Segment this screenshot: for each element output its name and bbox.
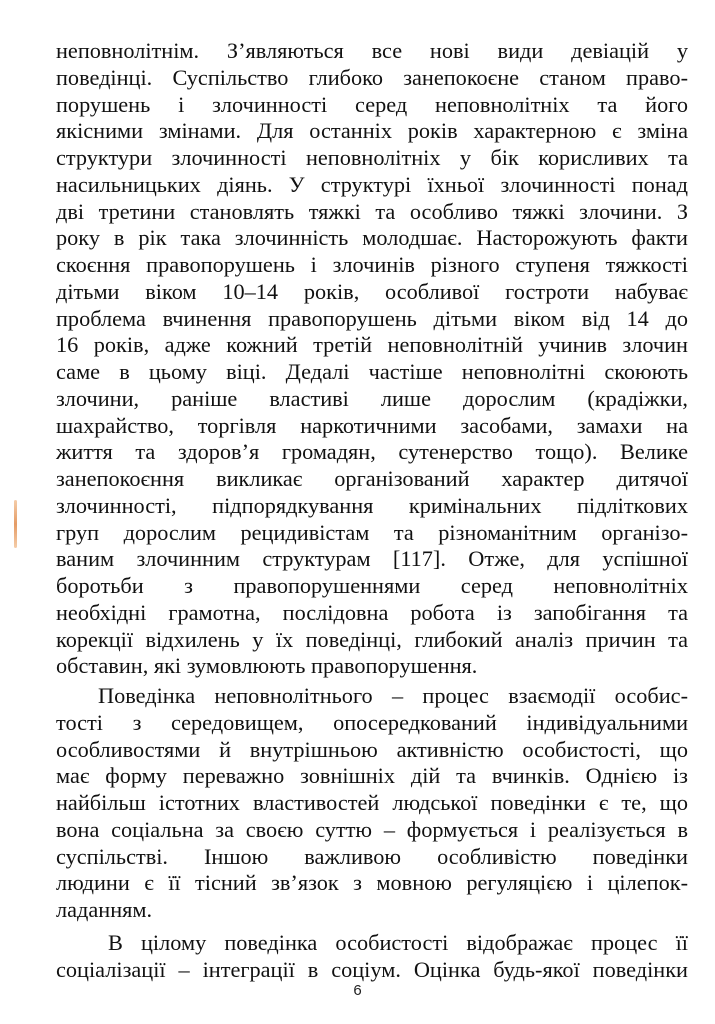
margin-highlight-mark: [14, 500, 17, 548]
text-line: особливостями й внутрішньою активністю особистості, що: [56, 736, 688, 762]
text-line: ваним злочинним структурам [117]. Отже, для успішної: [56, 546, 688, 572]
text-line: занепокоєння викликає організований характер дитячої: [56, 466, 688, 491]
text-line: має форму переважно зовнішніх дій та вчинків. Однією із: [56, 763, 688, 789]
text-line: злочини, раніше властиві лише дорослим (крадіжки,: [56, 385, 688, 411]
text-line: неповнолітнім. З’являються все нові види девіацій у: [56, 38, 688, 63]
text-line: корекції відхилень у їх поведінці, глибокий аналіз причин та: [56, 626, 688, 652]
text-line: В цілому поведінка особистості відображає процес її: [108, 929, 688, 955]
page-number: 6: [353, 982, 362, 999]
text-line: 16 років, адже кожний третій неповнолітній учинив злочин: [56, 332, 688, 358]
text-line: дві третини становлять тяжкі та особливо тяжкі злочини. З: [56, 198, 688, 224]
text-line: людини є її тісний зв’язок з мовною регуляцією і цілепок-: [56, 870, 688, 896]
paragraph-1: [56, 38, 688, 680]
text-line: найбільш істотних властивостей людської поведінки є те, що: [56, 790, 688, 815]
text-line: тості з середовищем, опосередкований індивідуальними: [56, 709, 688, 735]
text-line: Поведінка неповнолітнього – процес взаємодії особис-: [98, 683, 688, 708]
text-line: ладанням.: [56, 897, 153, 922]
text-line: злочинності, підпорядкування кримінальних підліткових: [56, 492, 688, 518]
text-line: життя та здоров’я громадян, сутенерство тощо). Велике: [56, 439, 688, 465]
text-line: насильницьких діянь. У структурі їхньої злочинності понад: [56, 171, 688, 197]
text-line: дітьми віком 10–14 років, особливої гостроти набуває: [56, 278, 688, 304]
text-line: скоєння правопорушень і злочинів різного ступеня тяжкості: [56, 252, 688, 277]
text-line: шахрайство, торгівля наркотичними засобами, замахи на: [56, 412, 688, 438]
text-line: структури злочинності неповнолітніх у бік корисливих та: [56, 145, 688, 170]
body-text: [56, 38, 688, 983]
text-line: саме в цьому віці. Дедалі частіше неповнолітні скоюють: [56, 359, 688, 384]
text-line: необхідні грамотна, послідовна робота із запобігання та: [56, 599, 688, 625]
text-line: соціалізації – інтеграції в соціум. Оцінка будь-якої поведінки: [56, 956, 688, 982]
paragraph-3: [56, 930, 688, 984]
text-line: обставин, які зумовлюють правопорушення.: [56, 653, 478, 679]
paragraph-2: [56, 683, 688, 924]
text-line: порушень і злочинності серед неповнолітніх та його: [56, 91, 688, 117]
text-line: вона соціальна за своєю суттю – формується і реалізується в: [56, 816, 688, 842]
text-line: якісними змінами. Для останніх років характерною є зміна: [56, 118, 688, 144]
text-line: поведінці. Суспільство глибоко занепокоєне станом право-: [56, 64, 688, 90]
text-line: груп дорослим рецидивістам та різноманітним організо-: [56, 519, 688, 545]
text-line: проблема вчинення правопорушень дітьми віком від 14 до: [56, 305, 688, 331]
text-line: боротьби з правопорушеннями серед неповнолітніх: [56, 573, 688, 598]
text-line: суспільстві. Іншою важливою особливістю поведінки: [56, 843, 688, 869]
text-line: року в рік така злочинність молодшає. Насторожують факти: [56, 225, 688, 251]
